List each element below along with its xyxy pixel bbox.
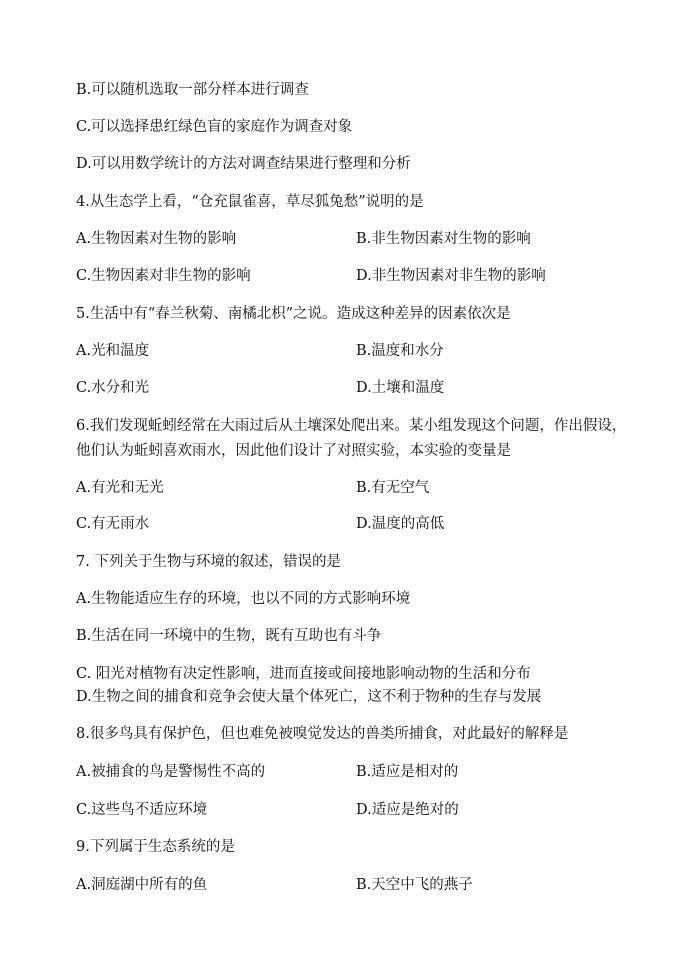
q7-option-b: B.生活在同一环境中的生物，既有互助也有斗争: [76, 628, 382, 644]
question-5: 5.生活中有“春兰秋菊、南橘北枳”之说。造成这种差异的因素依次是: [76, 306, 511, 322]
q4-option-b: B.非生物因素对生物的影响: [356, 231, 531, 247]
q4-option-c: C.生物因素对非生物的影响: [76, 268, 251, 284]
q9-option-a: A.洞庭湖中所有的鱼: [76, 877, 208, 893]
q4-option-d: D.非生物因素对非生物的影响: [356, 268, 546, 284]
q6-option-b: B.有无空气: [356, 480, 430, 496]
q8-option-b: B.适应是相对的: [356, 764, 459, 780]
q5-option-d: D.土壤和温度: [356, 380, 445, 396]
q7-option-a: A.生物能适应生存的环境，也以不同的方式影响环境: [76, 591, 411, 607]
q8-option-d: D.适应是绝对的: [356, 802, 459, 818]
question-7: 7. 下列关于生物与环境的叙述，错误的是: [76, 554, 341, 570]
question-6-line-2: 他们认为蚯蚓喜欢雨水，因此他们设计了对照实验，本实验的变量是: [76, 443, 511, 459]
q5-option-b: B.温度和水分: [356, 343, 444, 359]
question-8: 8.很多鸟具有保护色，但也难免被嗅觉发达的兽类所捕食，对此最好的解释是: [76, 726, 569, 742]
q6-option-a: A.有光和无光: [76, 480, 164, 496]
q5-option-a: A.光和温度: [76, 343, 150, 359]
option-b: B.可以随机选取一部分样本进行调查: [76, 82, 309, 98]
q8-option-a: A.被捕食的鸟是警惕性不高的: [76, 764, 266, 780]
question-4: 4.从生态学上看，“仓充鼠雀喜，草尽狐兔愁”说明的是: [76, 194, 424, 210]
q9-option-b: B.天空中飞的燕子: [356, 877, 473, 893]
question-6-line-1: 6.我们发现蚯蚓经常在大雨过后从土壤深处爬出来。某小组发现这个问题，作出假设，: [76, 418, 627, 434]
q6-option-c: C.有无雨水: [76, 516, 150, 532]
q4-option-a: A.生物因素对生物的影响: [76, 231, 237, 247]
option-c: C.可以选择患红绿色盲的家庭作为调查对象: [76, 119, 353, 135]
question-9: 9.下列属于生态系统的是: [76, 839, 235, 855]
q7-option-c: C. 阳光对植物有决定性影响，进而直接或间接地影响动物的生活和分布: [76, 666, 531, 682]
option-d: D.可以用数学统计的方法对调查结果进行整理和分析: [76, 156, 411, 172]
q6-option-d: D.温度的高低: [356, 516, 445, 532]
q5-option-c: C.水分和光: [76, 380, 150, 396]
q8-option-c: C.这些鸟不适应环境: [76, 802, 208, 818]
q7-option-d: D.生物之间的捕食和竞争会使大量个体死亡，这不利于物种的生存与发展: [76, 689, 542, 705]
